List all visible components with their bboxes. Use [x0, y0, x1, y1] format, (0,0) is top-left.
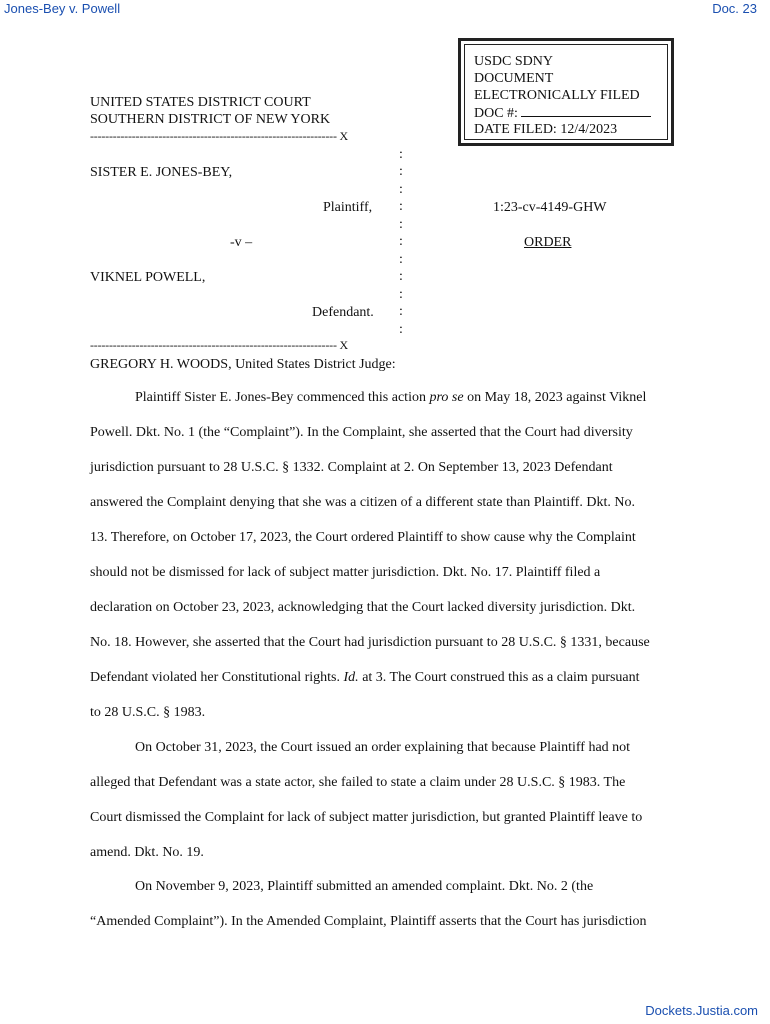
stamp-document: DOCUMENT — [474, 71, 554, 86]
stamp-doc-number — [474, 104, 651, 122]
document-type-order: ORDER — [524, 235, 572, 250]
plaintiff-name: SISTER E. JONES-BEY, — [90, 165, 233, 180]
body-line: jurisdiction pursuant to 28 U.S.C. § 1332. Complaint at 2. On September 13, 2023 Defendant — [90, 460, 613, 475]
caption-colon: : — [399, 164, 403, 179]
body-line: alleged that Defendant was a state actor, she failed to state a claim under 28 U.S.C. § 1983. The — [90, 775, 626, 790]
body-line: “Amended Complaint”). In the Amended Complaint, Plaintiff asserts that the Court has jurisdiction — [90, 914, 647, 929]
body-line: answered the Complaint denying that she was a citizen of a different state than Plaintiff. Dkt. No. — [90, 495, 635, 510]
stamp-electronically-filed: ELECTRONICALLY FILED — [474, 88, 640, 103]
body-line: amend. Dkt. No. 19. — [90, 845, 204, 860]
stamp-doc-label: DOC #: — [474, 106, 518, 121]
dockets-justia-link[interactable]: Dockets.Justia.com — [645, 1003, 758, 1018]
court-name: UNITED STATES DISTRICT COURT — [90, 95, 311, 110]
stamp-court: USDC SDNY — [474, 54, 553, 69]
caption-colon: : — [399, 217, 403, 232]
defendant-role: Defendant. — [312, 305, 374, 320]
caption-colon: : — [399, 304, 403, 319]
body-line: Court dismissed the Complaint for lack of subject matter jurisdiction, but granted Plaintiff leave to — [90, 810, 643, 825]
caption-colon: : — [399, 322, 403, 337]
court-district: SOUTHERN DISTRICT OF NEW YORK — [90, 112, 331, 127]
judge-line: GREGORY H. WOODS, United States District Judge: — [90, 357, 396, 372]
stamp-doc-blank — [521, 104, 651, 117]
body-line: Plaintiff Sister E. Jones-Bey commenced this action pro se on May 18, 2023 against Viknel — [135, 390, 647, 405]
body-line: declaration on October 23, 2023, acknowledging that the Court lacked diversity jurisdiction. Dkt. — [90, 600, 636, 615]
body-line: On November 9, 2023, Plaintiff submitted an amended complaint. Dkt. No. 2 (the — [135, 879, 594, 894]
body-line: to 28 U.S.C. § 1983. — [90, 705, 206, 720]
defendant-name: VIKNEL POWELL, — [90, 270, 206, 285]
stamp-date-filed: DATE FILED: 12/4/2023 — [474, 122, 618, 137]
body-line: should not be dismissed for lack of subject matter jurisdiction. Dkt. No. 17. Plaintiff filed a — [90, 565, 601, 580]
filing-stamp — [458, 38, 674, 146]
doc-number-link[interactable]: Doc. 23 — [712, 1, 757, 16]
body-line: Powell. Dkt. No. 1 (the “Complaint”). In the Complaint, she asserted that the Court had diversity — [90, 425, 633, 440]
case-number: 1:23-cv-4149-GHW — [493, 200, 607, 215]
versus: -v – — [230, 235, 253, 250]
body-line: No. 18. However, she asserted that the Court had jurisdiction pursuant to 28 U.S.C. § 1331, because — [90, 635, 650, 650]
case-title-link[interactable]: Jones-Bey v. Powell — [4, 1, 121, 16]
caption-colon: : — [399, 287, 403, 302]
body-line: 13. Therefore, on October 17, 2023, the Court ordered Plaintiff to show cause why the Complaint — [90, 530, 636, 545]
caption-colon: : — [399, 199, 403, 214]
body-line: On October 31, 2023, the Court issued an order explaining that because Plaintiff had not — [135, 740, 631, 755]
caption-colon: : — [399, 269, 403, 284]
caption-divider-top: ----------------------------------------------------------------- X — [90, 129, 349, 143]
caption-colon: : — [399, 252, 403, 267]
caption-divider-bottom: ----------------------------------------------------------------- X — [90, 338, 349, 352]
body-line: Defendant violated her Constitutional rights. Id. at 3. The Court construed this as a claim pursuant — [90, 670, 640, 685]
caption-colon: : — [399, 234, 403, 249]
plaintiff-role: Plaintiff, — [323, 200, 373, 215]
caption-colon: : — [399, 147, 403, 162]
caption-colon: : — [399, 182, 403, 197]
